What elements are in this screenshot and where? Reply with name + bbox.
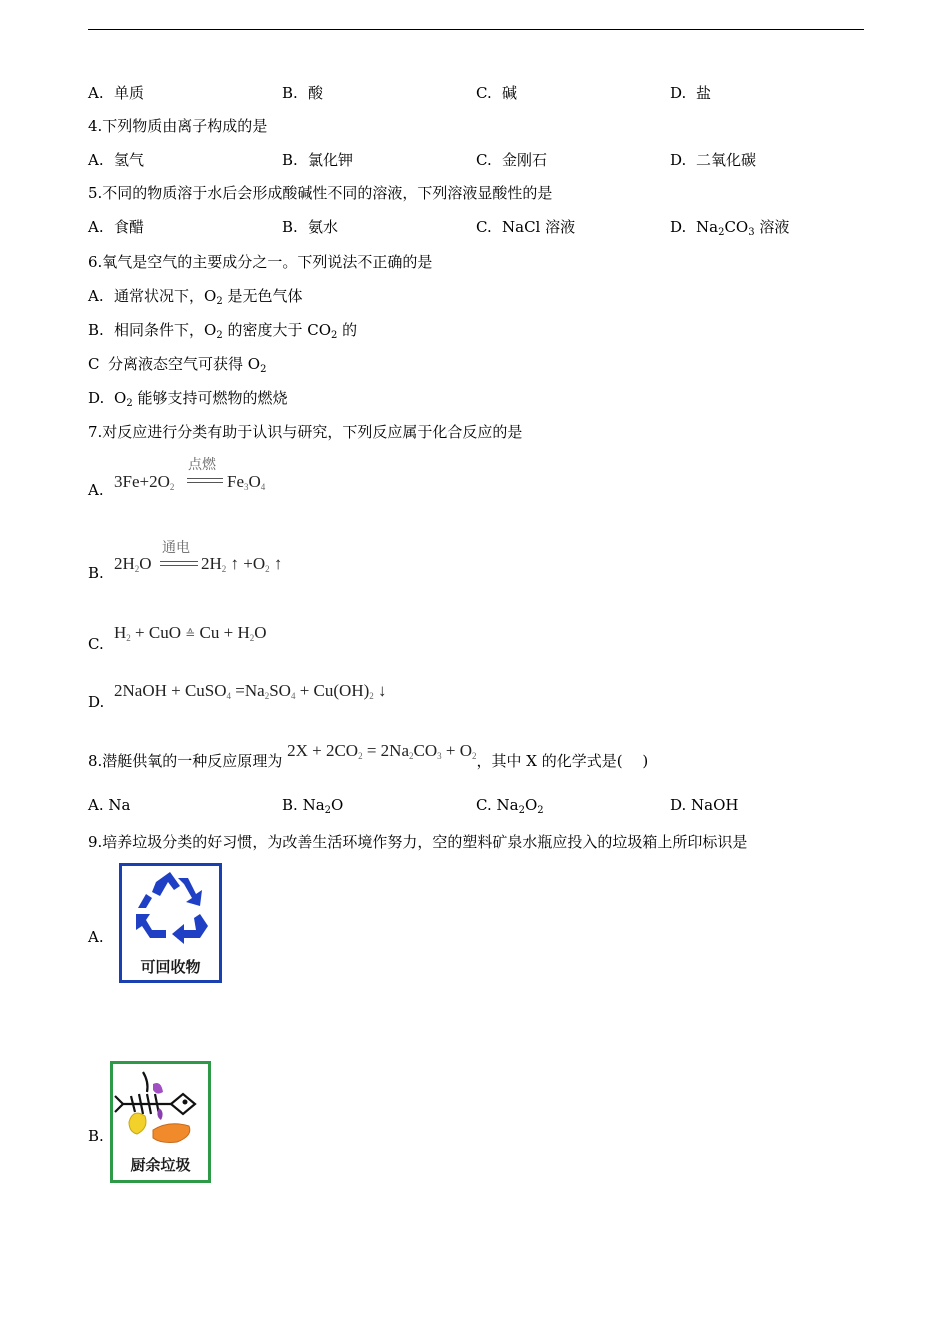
q7-c-letter: C. [88, 635, 104, 653]
recyclable-sign [119, 863, 222, 983]
q8-option-a[interactable]: A. Na [88, 796, 131, 814]
q8-option-d[interactable]: D. NaOH [670, 796, 739, 814]
q7-stem: 7.对反应进行分类有助于认识与研究，下列反应属于化合反应的是 [88, 423, 523, 441]
q8-option-b[interactable]: B. $Na_2O$ [282, 796, 344, 816]
header-rule [88, 29, 864, 30]
q6-option-c[interactable]: C 分离液态空气可获得 $O_2$ [88, 355, 267, 375]
q7-d-letter: D. [88, 693, 105, 711]
q7-a-condition: 点燃 [188, 457, 216, 473]
q6-option-d[interactable]: D. $O_2$ 能够支持可燃物的燃烧 [88, 389, 288, 409]
q6-option-a[interactable]: A. 通常状况下，$O_2$ 是无色气体 [88, 287, 303, 307]
q4-option-d[interactable]: D. 二氧化碳 [670, 151, 757, 169]
q7-b-rhs: $2H_2$ ↑ $+O_2$ ↑ [201, 554, 283, 574]
q8-option-c[interactable]: C. $Na_2O_2$ [476, 796, 544, 816]
q7-a-equals-sign [187, 478, 223, 483]
q5-option-d[interactable]: D. $Na_2CO_3$ 溶液 [670, 218, 790, 238]
q3-option-d[interactable]: D. 盐 [670, 84, 712, 102]
q3-option-c[interactable]: C. 碱 [476, 84, 518, 102]
q4-option-c[interactable]: C. 金刚石 [476, 151, 548, 169]
q7-d-equation: 2NaOH + CuSO$_4$ $=Na_2SO_4 + Cu(OH)_2$ ↓ [114, 681, 387, 701]
q5-option-c[interactable]: C. NaCl 溶液 [476, 218, 576, 236]
q5-option-b[interactable]: B. 氨水 [282, 218, 339, 236]
q3-option-b[interactable]: B. 酸 [282, 84, 324, 102]
q7-a-rhs: $Fe_3O_4$ [227, 472, 266, 492]
q4-option-b[interactable]: B. 氯化钾 [282, 151, 354, 169]
kitchen-waste-sign-label: 厨余垃圾 [130, 1156, 191, 1174]
q4-stem: 4.下列物质由离子构成的是 [88, 117, 268, 135]
q7-c-equation: $H_2$ + CuO ≙ $Cu + H_2O$ [114, 623, 267, 643]
q9-b-letter: B. [88, 1127, 104, 1145]
q5-option-a[interactable]: A. 食醋 [88, 218, 145, 236]
q5-stem: 5.不同的物质溶于水后会形成酸碱性不同的溶液，下列溶液显酸性的是 [88, 184, 553, 202]
q8-stem: 8.潜艇供氧的一种反应原理为 $2X + 2CO_2 = 2Na_2CO_3 + O_2$，其中 X 的化学式是( ) [88, 741, 649, 770]
food-waste-icon [113, 1064, 208, 1152]
q6-option-b[interactable]: B. 相同条件下，$O_2$ 的密度大于 $CO_2$ 的 [88, 321, 358, 341]
q7-b-condition: 通电 [162, 540, 190, 556]
q8-equation: $2X + 2CO_2 = 2Na_2CO_3 + O_2$ [287, 741, 477, 761]
recyclable-sign-label: 可回收物 [140, 958, 201, 976]
q9-stem: 9.培养垃圾分类的好习惯，为改善生活环境作努力，空的塑料矿泉水瓶应投入的垃圾箱上所印标识是 [88, 833, 748, 851]
q7-b-lhs: $2H_2O$ [114, 554, 152, 574]
q7-a-letter: A. [88, 481, 104, 499]
q4-option-a[interactable]: A. 氢气 [88, 151, 145, 169]
q7-b-letter: B. [88, 564, 104, 582]
q7-a-lhs: $3Fe+2O_2$ [114, 472, 175, 492]
recycle-icon [122, 868, 219, 952]
q3-option-a[interactable]: A. 单质 [88, 84, 145, 102]
q7-b-equals-sign [160, 561, 198, 566]
kitchen-waste-sign [110, 1061, 211, 1183]
q6-stem: 6.氧气是空气的主要成分之一。下列说法不正确的是 [88, 253, 433, 271]
q9-a-letter: A. [88, 928, 104, 946]
